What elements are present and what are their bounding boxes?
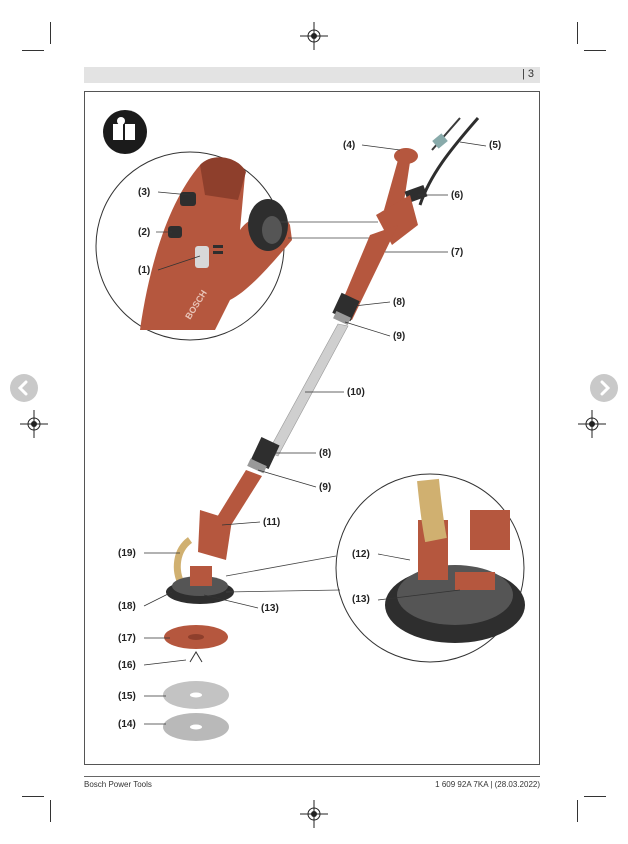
callout-9-lower: (9) — [319, 482, 332, 493]
callout-8-upper: (8) — [393, 297, 406, 308]
brand-logo: BOSCH — [183, 288, 209, 322]
callout-13-detail: (13) — [352, 594, 370, 605]
callout-1: (1) — [138, 265, 151, 276]
head-detail-view — [336, 474, 525, 662]
callout-16: (16) — [118, 660, 136, 671]
callout-5: (5) — [489, 140, 502, 151]
prev-page-button[interactable] — [10, 374, 38, 402]
callout-10: (10) — [347, 387, 365, 398]
page-number: | 3 — [522, 68, 535, 80]
next-page-button[interactable] — [590, 374, 618, 402]
callout-9-upper: (9) — [393, 331, 406, 342]
read-manual-icon — [103, 110, 147, 154]
callout-13: (13) — [261, 603, 279, 614]
callout-6: (6) — [451, 190, 464, 201]
callout-8-lower: (8) — [319, 448, 332, 459]
callout-17: (17) — [118, 633, 136, 644]
callout-7: (7) — [451, 247, 464, 258]
callout-12: (12) — [352, 549, 370, 560]
callout-2: (2) — [138, 227, 151, 238]
callout-18: (18) — [118, 601, 136, 612]
footer-brand: Bosch Power Tools — [84, 780, 152, 789]
footer-doc-id: 1 609 92A 7KA | (28.03.2022) — [435, 780, 540, 789]
handle-detail-view — [96, 152, 292, 340]
footer-divider — [84, 776, 540, 777]
callout-3: (3) — [138, 187, 151, 198]
callout-11: (11) — [263, 517, 281, 528]
callout-4: (4) — [343, 140, 356, 151]
callout-14: (14) — [118, 719, 136, 730]
callout-19: (19) — [118, 548, 136, 559]
chevron-right-icon — [590, 374, 618, 402]
callout-15: (15) — [118, 691, 136, 702]
chevron-left-icon — [10, 374, 38, 402]
